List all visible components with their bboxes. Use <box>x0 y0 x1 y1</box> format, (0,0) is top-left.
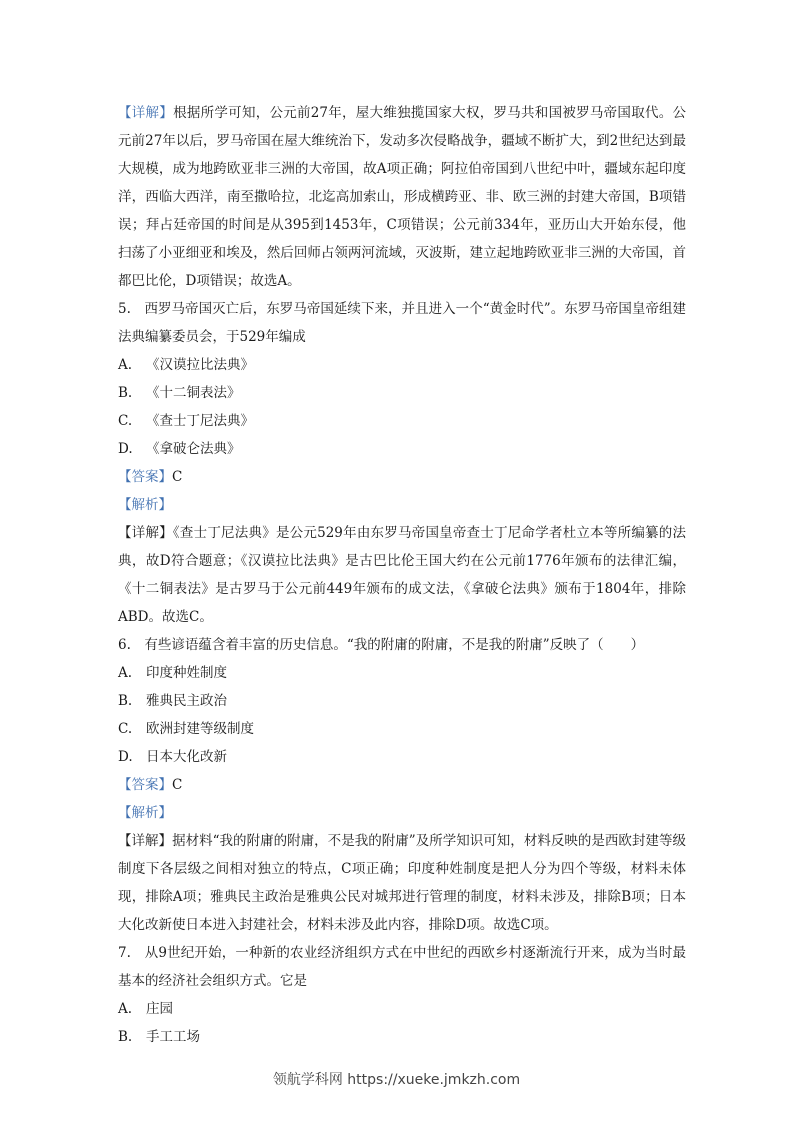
q6-option-c <box>118 715 444 743</box>
q6-option-d <box>118 743 444 771</box>
option-text: 雅典民主政治 <box>146 693 227 709</box>
q6-options <box>118 659 686 771</box>
q4-detail <box>118 99 686 295</box>
option-text: 《拿破仑法典》 <box>146 441 241 457</box>
option-label: C. <box>118 413 133 429</box>
option-text: 《十二铜表法》 <box>146 385 241 401</box>
q6-answer <box>118 771 686 799</box>
q5-stem: 5. 西罗马帝国灭亡后，东罗马帝国延续下来，并且进入一个“黄金时代”。东罗马帝国皇帝组建法典编纂委员会，于529年编成 <box>118 301 686 345</box>
option-label: C. <box>118 721 133 737</box>
q5-option-a <box>118 351 444 379</box>
detail-text: 根据所学可知，公元前27年，屋大维独揽国家大权，罗马共和国被罗马帝国取代。公元前27年以后，罗马帝国在屋大维统治下，发动多次侵略战争，疆域不断扩大，到2世纪达到最大规模，成为地跨欧亚非三洲的大帝国，故A项正确；阿拉伯帝国到八世纪中叶，疆域东起印度洋，西临大西洋，南至撒哈拉，北迄高加索山，形成横跨亚、非、欧三洲的封建大帝国，B项错误；拜占廷帝国的时间是从395到1453年，C项错误；公元前334年，亚历山大开始东侵，他扫荡了小亚细亚和埃及，然后回师占领两河流域，灭波斯，建立起地跨欧亚非三洲的大帝国，首都巴比伦，D项错误；故选A。 <box>118 105 687 289</box>
q6-option-a <box>118 659 444 687</box>
answer-value: C <box>172 469 183 485</box>
option-label: D. <box>118 749 133 765</box>
option-label: D. <box>118 441 133 457</box>
option-label: B. <box>118 693 133 709</box>
q6-option-b <box>118 687 444 715</box>
answer-tag: 【答案】 <box>118 469 172 485</box>
q5-option-d <box>118 435 444 463</box>
option-label: A. <box>118 1001 133 1017</box>
answer-tag: 【答案】 <box>118 777 172 793</box>
option-label: B. <box>118 1029 133 1045</box>
detail-tag: 【详解】 <box>118 833 173 849</box>
q5-detail <box>118 519 686 631</box>
q7-options <box>118 995 686 1051</box>
option-text: 庄园 <box>146 1001 173 1017</box>
q5-answer <box>118 463 686 491</box>
option-text: 印度种姓制度 <box>146 665 227 681</box>
answer-value: C <box>172 777 183 793</box>
option-label: A. <box>118 665 133 681</box>
q5-options <box>118 351 686 463</box>
option-label: A. <box>118 357 133 373</box>
page-footer-watermark: 领航学科网 https://xueke.jmkzh.com <box>272 1072 521 1088</box>
q6-detail <box>118 827 686 939</box>
q6-analysis <box>118 799 686 827</box>
option-text: 《汉谟拉比法典》 <box>146 357 254 373</box>
option-text: 日本大化改新 <box>146 749 227 765</box>
q6-stem: 6. 有些谚语蕴含着丰富的历史信息。“我的附庸的附庸，不是我的附庸”反映了（ ） <box>118 637 645 653</box>
analysis-tag: 【解析】 <box>118 805 172 821</box>
q5-option-c <box>118 407 444 435</box>
page-content <box>118 99 686 1051</box>
detail-tag: 【详解】 <box>118 105 174 121</box>
q5-option-b <box>118 379 444 407</box>
option-label: B. <box>118 385 133 401</box>
option-text: 欧洲封建等级制度 <box>146 721 254 737</box>
q7-option-a <box>118 995 686 1023</box>
detail-text: 据材料“我的附庸的附庸，不是我的附庸”及所学知识可知，材料反映的是西欧封建等级制度下各层级之间相对独立的特点，C项正确；印度种姓制度是把人分为四个等级，材料未体现，排除A项；雅典民主政治是雅典公民对城邦进行管理的制度，材料未涉及，排除B项；日本大化改新使日本进入封建社会，材料未涉及此内容，排除D项。故选C项。 <box>118 833 687 933</box>
q7-option-b <box>118 1023 686 1051</box>
q7-stem: 7. 从9世纪开始，一种新的农业经济组织方式在中世纪的西欧乡村逐渐流行开来，成为当时最基本的经济社会组织方式。它是 <box>118 945 686 989</box>
option-text: 手工工场 <box>146 1029 200 1045</box>
detail-text: 《查士丁尼法典》是公元529年由东罗马帝国皇帝查士丁尼命学者杜立本等所编纂的法典，故D符合题意；《汉谟拉比法典》是古巴比伦王国大约在公元前1776年颁布的法律汇编，《十二铜表法》是古罗马于公元前449年颁布的成文法，《拿破仑法典》颁布于1804年，排除ABD。故选C。 <box>118 525 686 625</box>
detail-tag: 【详解】 <box>118 525 173 541</box>
option-text: 《查士丁尼法典》 <box>146 413 254 429</box>
analysis-tag: 【解析】 <box>118 497 172 513</box>
q5-analysis <box>118 491 686 519</box>
